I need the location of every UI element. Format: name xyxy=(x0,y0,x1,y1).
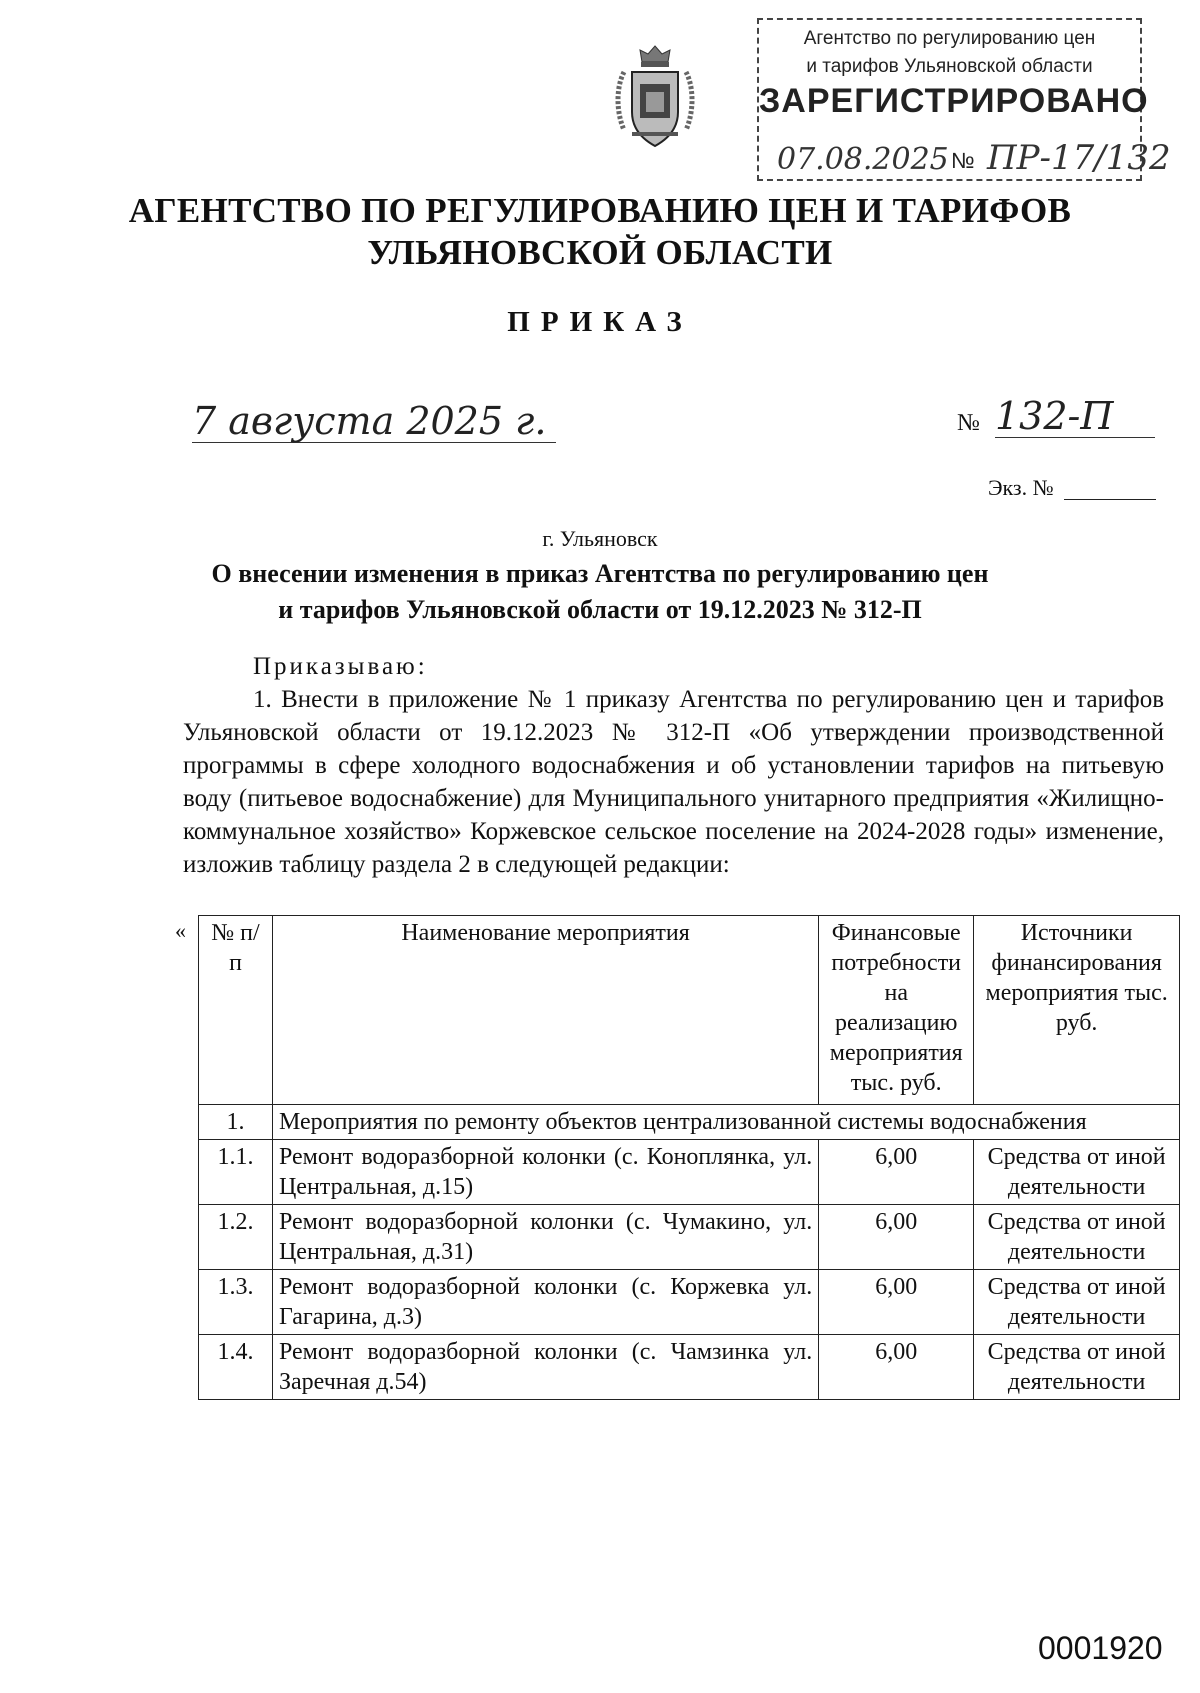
order-date-handwritten: 7 августа 2025 г. xyxy=(192,400,556,443)
organization-title-line2: УЛЬЯНОВСКОЙ ОБЛАСТИ xyxy=(367,233,833,272)
header-number: № п/п xyxy=(199,916,273,1105)
header-financing-sources: Источники финансирования мероприятия тыс. руб. xyxy=(974,916,1180,1105)
row-financing-amount: 6,00 xyxy=(819,1335,974,1400)
registration-stamp xyxy=(757,18,1171,181)
coat-of-arms-icon xyxy=(610,42,700,152)
row-financing-amount: 6,00 xyxy=(819,1205,974,1270)
stamp-agency-line1: Агентство по регулированию цен xyxy=(803,28,1096,49)
row-number: 1.3. xyxy=(199,1270,273,1335)
copy-number-blank-line xyxy=(1064,499,1156,500)
table-header-row xyxy=(199,916,1180,1105)
order-number-label: № xyxy=(957,410,980,436)
order-verb: Приказываю: xyxy=(253,653,428,680)
measures-table xyxy=(198,915,1180,1400)
stamp-registered-title: ЗАРЕГИСТРИРОВАНО xyxy=(759,82,1149,120)
table-row xyxy=(199,1335,1180,1400)
city-line: г. Ульяновск xyxy=(542,526,658,551)
row-financing-amount: 6,00 xyxy=(819,1270,974,1335)
row-financing-source: Средства от иной деятельности xyxy=(974,1205,1180,1270)
table-row xyxy=(199,1140,1180,1205)
document-type-heading: ПРИКАЗ xyxy=(507,306,693,338)
row-measure-name: Ремонт водоразборной колонки (с. Коноплянка, ул. Центральная, д.15) xyxy=(272,1140,818,1205)
stamp-date: 07.08.2025 xyxy=(777,142,949,177)
stamp-registration-number: ПР-17/132 xyxy=(987,138,1171,178)
order-paragraph-1: 1. Внести в приложение № 1 приказу Агентства по регулированию цен и тарифов Ульяновской области от 19.12.2023 № 312-П «Об утверждении производственной программы в сфере холодного водоснабжения и об установлении тарифов на питьевую воду (питьевое водоснабжение) для Муниципального унитарного предприятия «Жилищно-коммунальное хозяйство» Коржевское сельское поселение на 2024-2028 годы» изменение, изложив таблицу раздела 2 в следующей редакции: xyxy=(183,686,1164,878)
row-measure-name: Ремонт водоразборной колонки (с. Чамзинка ул. Заречная д.54) xyxy=(272,1335,818,1400)
row-financing-source: Средства от иной деятельности xyxy=(974,1335,1180,1400)
row-financing-amount: 6,00 xyxy=(819,1140,974,1205)
row-measure-name: Ремонт водоразборной колонки (с. Чумакино, ул. Центральная, д.31) xyxy=(272,1205,818,1270)
order-subject-line2: и тарифов Ульяновской области от 19.12.2023 № 312-П xyxy=(278,595,922,624)
header-financing-needs: Финансовые потребности на реализацию мероприятия тыс. руб. xyxy=(819,916,974,1105)
stamp-agency-line2: и тарифов Ульяновской области xyxy=(806,56,1093,77)
order-subject-line1: О внесении изменения в приказ Агентства по регулированию цен xyxy=(211,559,989,588)
row-number: 1.1. xyxy=(199,1140,273,1205)
table-row xyxy=(199,1205,1180,1270)
section-number: 1. xyxy=(199,1105,273,1140)
row-financing-source: Средства от иной деятельности xyxy=(974,1270,1180,1335)
header-measure-name: Наименование мероприятия xyxy=(272,916,818,1105)
opening-quote-mark: « xyxy=(175,918,186,943)
section-title: Мероприятия по ремонту объектов централизованной системы водоснабжения xyxy=(272,1105,1179,1140)
table-section-row xyxy=(199,1105,1180,1140)
row-number: 1.2. xyxy=(199,1205,273,1270)
copy-number-label: Экз. № xyxy=(988,475,1054,500)
order-subject xyxy=(0,556,1200,628)
organization-title xyxy=(0,190,1200,274)
row-number: 1.4. xyxy=(199,1335,273,1400)
stamp-number-label: № xyxy=(951,148,975,173)
organization-title-line1: АГЕНТСТВО ПО РЕГУЛИРОВАНИЮ ЦЕН И ТАРИФОВ xyxy=(128,191,1072,230)
order-body xyxy=(183,650,1164,881)
document-serial-number: 0001920 xyxy=(1038,1630,1163,1666)
table-row xyxy=(199,1270,1180,1335)
row-financing-source: Средства от иной деятельности xyxy=(974,1140,1180,1205)
row-measure-name: Ремонт водоразборной колонки (с. Коржевка ул. Гагарина, д.3) xyxy=(272,1270,818,1335)
order-number-handwritten: 132-П xyxy=(995,395,1155,438)
